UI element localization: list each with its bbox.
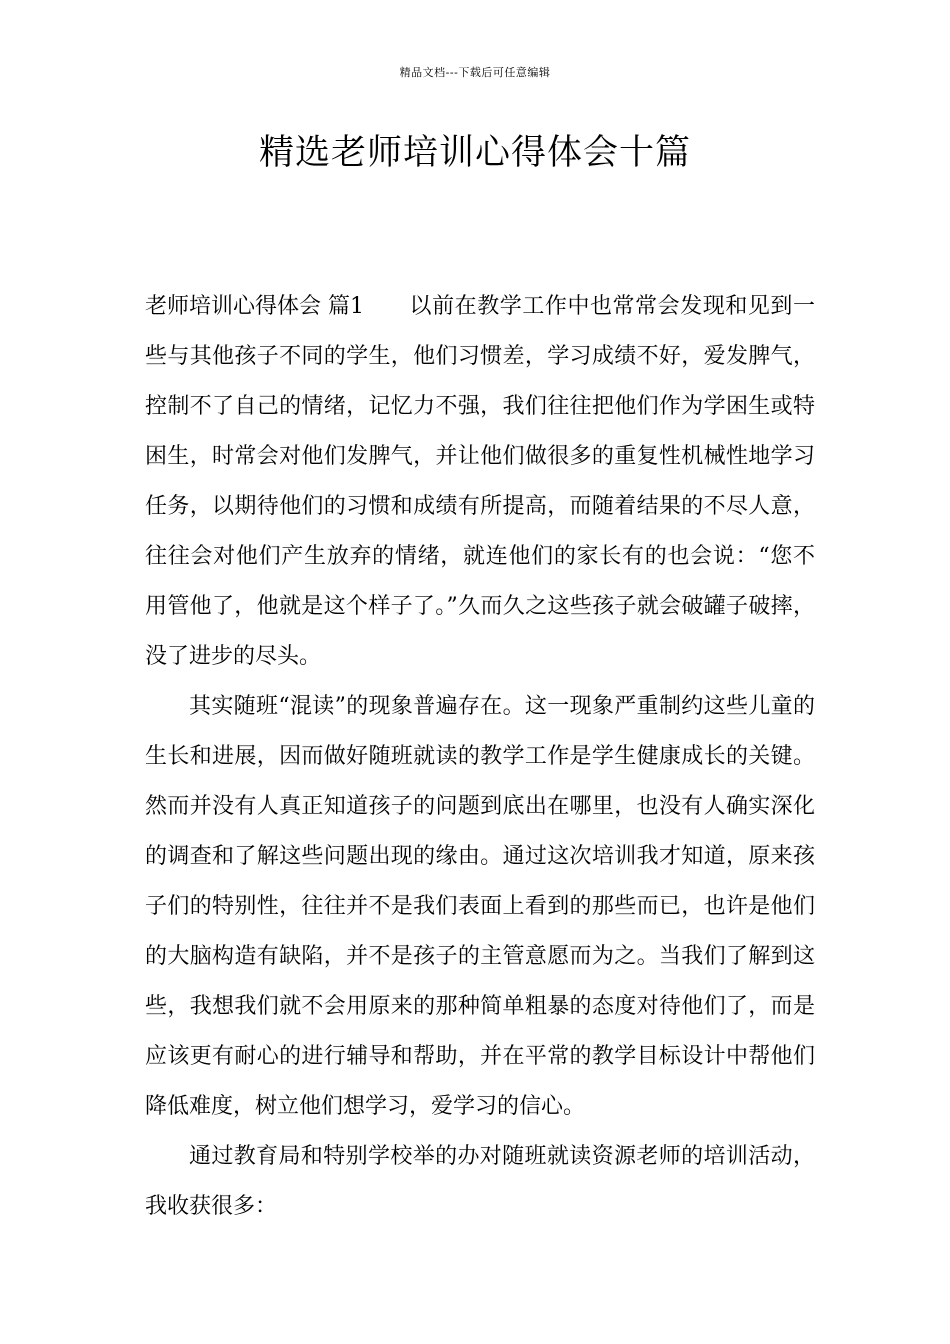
section-label: 老师培训心得体会 篇1: [145, 294, 364, 319]
paragraph-2: 其实随班“混读”的现象普遍存在。这一现象严重制约这些儿童的生长和进展，因而做好随班就读的教学工作是学生健康成长的关键。然而并没有人真正知道孩子的问题到底出在哪里，也没有人确实深化的调查和了解这些问题出现的缘由。通过这次培训我才知道，原来孩子们的特别性，往往并不是我们表面上看到的那些而已，也许是他们的大脑构造有缺陷，并不是孩子的主管意愿而为之。当我们了解到这些，我想我们就不会用原来的那种简单粗暴的态度对待他们了，而是应该更有耐心的进行辅导和帮助，并在平常的教学目标设计中帮他们降低难度，树立他们想学习，爱学习的信心。: [145, 694, 815, 1119]
header-note: 精品文档---下载后可任意编辑: [399, 66, 551, 79]
document-body: [145, 282, 815, 1232]
paragraph-1-text: 以前在教学工作中也常常会发现和见到一些与其他孩子不同的学生，他们习惯差，学习成绩不好，爱发脾气，控制不了自己的情绪，记忆力不强，我们往往把他们作为学困生或特困生，时常会对他们发脾气，并让他们做很多的重复性机械性地学习任务，以期待他们的习惯和成绩有所提高，而随着结果的不尽人意，往往会对他们产生放弃的情绪，就连他们的家长有的也会说：“您不用管他了，他就是这个样子了。”久而久之这些孩子就会破罐子破摔，没了进步的尽头。: [145, 294, 815, 669]
paragraph-1: [145, 282, 815, 682]
document-title: 精选老师培训心得体会十篇: [258, 133, 691, 173]
paragraph-3: 通过教育局和特别学校举的办对随班就读资源老师的培训活动，我收获很多：: [145, 1144, 815, 1219]
